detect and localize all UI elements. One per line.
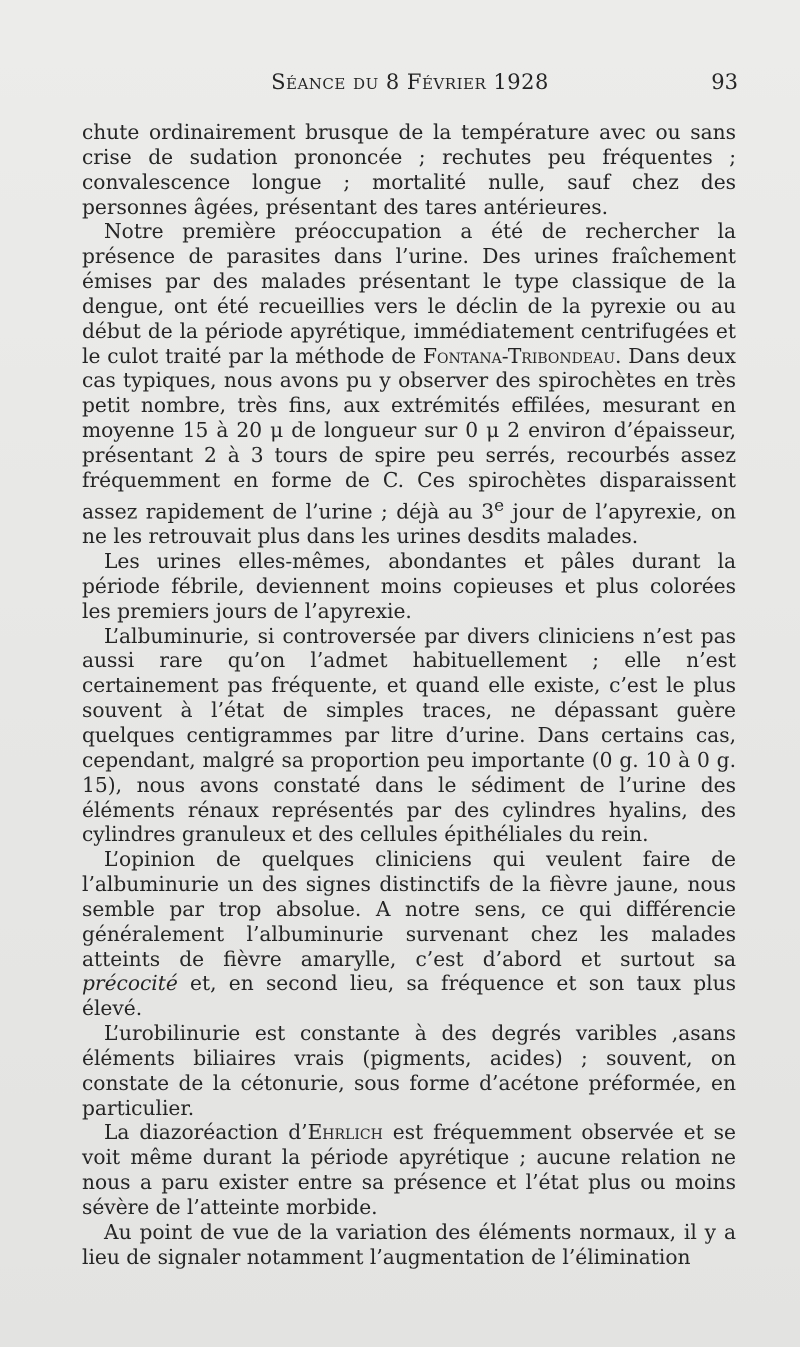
text-run: et, en second lieu, sa fréquence et son taux plus élevé. bbox=[82, 971, 736, 1021]
text-run: Au point de vue de la variation des éléments normaux, il y a lieu de signaler notamment l’augmentation de l’élimination bbox=[82, 1219, 736, 1269]
text-run: L’albuminurie, si controversée par divers cliniciens n’est pas aussi rare qu’on l’admet habituellement ; elle n’est certainement pas fréquente, et quand elle existe, c’est le plus souvent à l’état de simples traces, ne dépassant guère quelques centigrammes par litre d’urine. Dans certains cas, cependant, malgré sa proportion peu importante (0 g. 10 à 0 g. 15), nous avons constaté dans le sédiment de l’urine des éléments rénaux représentés par des cylindres hyalins, des cylindres granuleux et des cellules épithéliales du rein. bbox=[82, 623, 736, 847]
paragraph bbox=[82, 1021, 736, 1120]
text-run: e bbox=[494, 494, 505, 515]
author-name: Ehrlich bbox=[307, 1120, 383, 1145]
text-run: L’opinion de quelques cliniciens qui veulent faire de l’albuminurie un des signes distinctifs de la fièvre jaune, nous semble par trop absolue. A notre sens, ce qui différencie généralement l’albuminurie survenant chez les malades atteints de fièvre amarylle, c’est d’abord et surtout sa bbox=[82, 847, 736, 971]
page-number: 93 bbox=[711, 70, 738, 94]
author-name: Fontana-Tribondeau bbox=[422, 343, 616, 368]
text-run: La diazoréaction d’ bbox=[104, 1120, 308, 1145]
text-run: Notre première préoccupation a été de rechercher la présence de parasites dans l’urine. Des urines fraîchement émises par des malades présentant le type classique de la dengue, ont été recueillies vers le déclin de la pyrexie ou au début de la période apyrétique, immédiatement centrifugées et le culot traité par la méthode de bbox=[82, 219, 736, 368]
running-head-title: Séance du 8 Février 1928 bbox=[271, 70, 549, 94]
text-run: chute ordinairement brusque de la température avec ou sans crise de sudation prononcée ; rechutes peu fréquentes ; convalescence longue ; mortalité nulle, sauf chez des personnes âgées, présentant des tares antérieures. bbox=[82, 120, 736, 219]
paragraph bbox=[82, 847, 736, 1021]
paragraph bbox=[82, 1120, 736, 1219]
text-run: est fréquemment observée et se voit même durant la période apyrétique ; aucune relation ne nous a paru exister entre sa présence et l’état plus ou moins sévère de l’atteinte morbide. bbox=[82, 1120, 736, 1220]
paragraph bbox=[82, 120, 736, 219]
paragraph bbox=[82, 624, 736, 848]
paragraph bbox=[82, 219, 736, 549]
emphasis: précocité bbox=[82, 971, 178, 996]
text-run: L’urobilinurie est constante à des degrés varibles ,asans éléments biliaires vrais (pigments, acides) ; souvent, on constate de la cétonurie, sous forme d’acétone préformée, en particulier. bbox=[82, 1021, 736, 1120]
text-run: . Dans deux cas typiques, nous avons pu y observer des spirochètes en très petit nombre, très fins, aux extrémités effilées, mesurant en moyenne 15 à 20 μ de longueur sur 0 μ 2 environ d’épaisseur, présentant 2 à 3 tours de spire peu serrés, recourbés assez fréquemment en forme de C. Ces spirochètes disparaissent assez rapidement de l’urine ; déjà au 3 bbox=[82, 343, 736, 524]
body-text bbox=[82, 120, 736, 1270]
text-run: Les urines elles-mêmes, abondantes et pâles durant la période fébrile, deviennent moins copieuses et plus colorées les premiers jours de l’apyrexie. bbox=[82, 549, 736, 623]
running-head bbox=[82, 70, 738, 104]
paragraph bbox=[82, 549, 736, 624]
paragraph bbox=[82, 1220, 736, 1270]
text-run: jour de l’apyrexie, on ne les retrouvait plus dans les urines desdits malades. bbox=[82, 499, 736, 549]
